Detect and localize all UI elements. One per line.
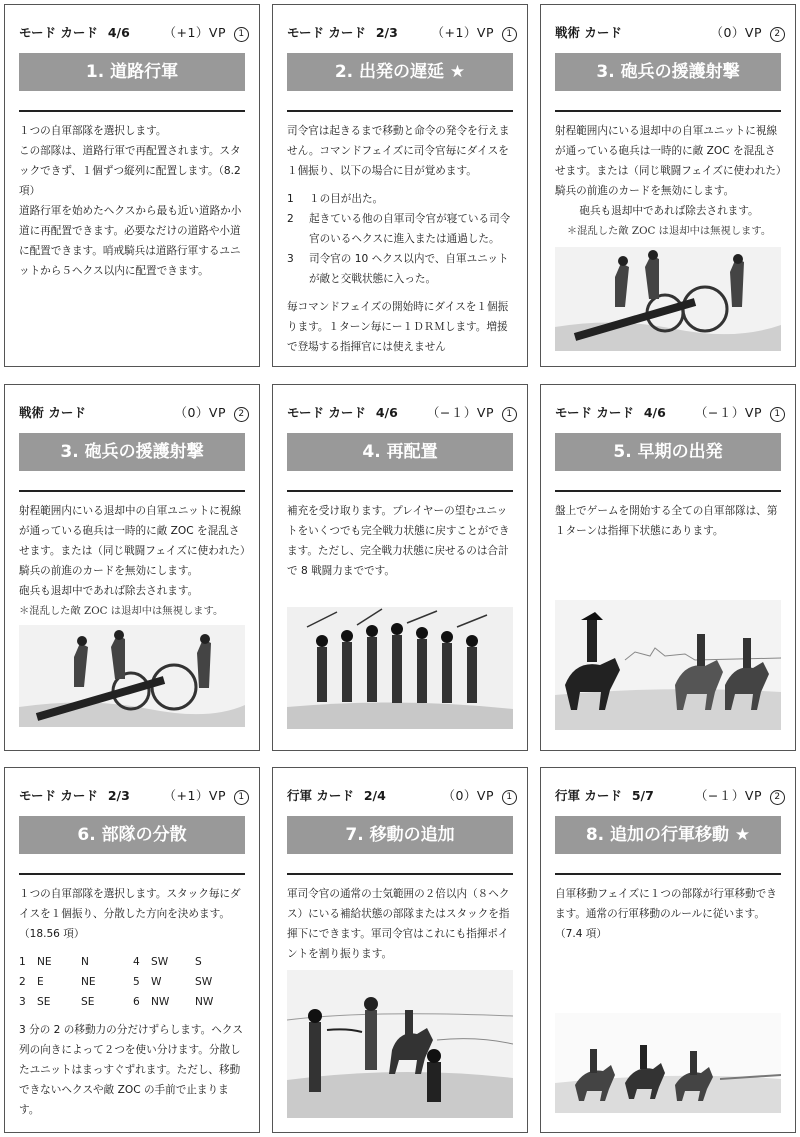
vp-value: （+1）VP bbox=[163, 788, 226, 803]
body-text: １つの自軍部隊を選択します。 bbox=[19, 125, 167, 137]
direction-table-rows: 1 NE N 4 SW S 2 E NE 5 W SW 3 SE SE 6 NW NW bbox=[19, 956, 214, 1008]
cavalry-officers-illustration bbox=[555, 600, 781, 730]
divider bbox=[555, 873, 781, 875]
divider bbox=[19, 110, 245, 112]
infantry-march-illustration bbox=[287, 607, 513, 729]
card-count: 5/7 bbox=[631, 788, 654, 803]
circled-number: 1 bbox=[502, 790, 517, 805]
circled-number: 1 bbox=[234, 27, 249, 42]
circled-number: 1 bbox=[502, 407, 517, 422]
card-type: 行軍 カード bbox=[287, 788, 354, 803]
circled-number: 1 bbox=[502, 27, 517, 42]
card-count: 4/6 bbox=[375, 405, 398, 420]
card-header bbox=[19, 786, 249, 808]
card-header bbox=[19, 23, 249, 45]
card-title: 7. 移動の追加 bbox=[287, 816, 513, 854]
body-text: 司令官は起きるまで移動と命令の発令を行えません。コマンドフェイズに司令官毎にダイスを１個振り、以下の場合に目が覚めます。 bbox=[287, 125, 510, 177]
circled-number: 1 bbox=[770, 407, 785, 422]
card-title: 1. 道路行軍 bbox=[19, 53, 245, 91]
card-road-march bbox=[4, 4, 260, 367]
card-type: 戦術 カード bbox=[19, 405, 86, 420]
card-header bbox=[287, 786, 517, 808]
body-text: 自軍移動フェイズに１つの部隊が行軍移動できます。通常の行軍移動のルールに従います。（7.4 項） bbox=[555, 888, 777, 940]
artillery-illustration bbox=[19, 625, 245, 727]
card-body bbox=[555, 501, 783, 541]
card-title: 5. 早期の出発 bbox=[555, 433, 781, 471]
officers-field-illustration bbox=[287, 970, 513, 1118]
card-body bbox=[555, 121, 783, 241]
body-text: 砲兵も退却中であれば除去されます。 bbox=[579, 205, 759, 217]
body-text: 盤上でゲームを開始する全ての自軍部隊は、第１ターンは指揮下状態にあります。 bbox=[555, 505, 778, 537]
card-body bbox=[19, 121, 247, 281]
body-text: 毎コマンドフェイズの開始時にダイスを１個振ります。１ターン毎にー１ＤＲＭします。増援で登場する指揮官には使えません bbox=[287, 301, 509, 353]
vp-value: （0）VP bbox=[174, 405, 226, 420]
card-extra-march bbox=[540, 767, 796, 1133]
card-title: 3. 砲兵の援護射撃 bbox=[19, 433, 245, 471]
body-text: 砲兵も退却中であれば除去されます。 bbox=[19, 585, 199, 597]
list-item: 1 １の目が出た。 bbox=[287, 193, 384, 205]
card-body bbox=[287, 884, 515, 964]
card-title: 6. 部隊の分散 bbox=[19, 816, 245, 854]
divider bbox=[287, 873, 513, 875]
card-header bbox=[555, 786, 785, 808]
card-count: 2/3 bbox=[107, 788, 130, 803]
card-header bbox=[19, 403, 249, 425]
card-type: モード カード bbox=[287, 405, 366, 420]
card-type: モード カード bbox=[287, 25, 366, 40]
footnote: ＊混乱した敵 ZOC は退却中は無視します。 bbox=[566, 225, 772, 237]
vp-value: （+1）VP bbox=[163, 25, 226, 40]
divider bbox=[19, 873, 245, 875]
body-text: 補充を受け取ります。プレイヤーの望むユニットをいくつでも完全戦力状態に戻すことができます。ただし、完全戦力状態に戻せるのは合計で 8 戦闘力までです。 bbox=[287, 505, 510, 577]
vp-value: （−１）VP bbox=[694, 788, 762, 803]
footnote: ＊混乱した敵 ZOC は退却中は無視します。 bbox=[19, 605, 224, 617]
card-type: 戦術 カード bbox=[555, 25, 622, 40]
card-count: 4/6 bbox=[107, 25, 130, 40]
card-body bbox=[287, 501, 515, 581]
card-body bbox=[555, 884, 783, 944]
list-item: 3 司令官の 10 ヘクス以内で、自軍ユニットが敵と交戦状態に入った。 bbox=[287, 253, 509, 285]
vp-value: （0）VP bbox=[442, 788, 494, 803]
card-additional-movement bbox=[272, 767, 528, 1133]
body-text: この部隊は、道路行軍で再配置されます。スタックできず、１個ずつ縦列に配置します。（8.2 項） bbox=[19, 145, 241, 197]
card-delayed-departure bbox=[272, 4, 528, 367]
card-unit-dispersal bbox=[4, 767, 260, 1133]
circled-number: 2 bbox=[770, 790, 785, 805]
body-text: 射程範囲内にいる退却中の自軍ユニットに視線が通っている砲兵は一時的に敵 ZOC を混乱させます。または（同じ戦闘フェイズに使われた）騎兵の前進のカードを無効にします。 bbox=[19, 505, 246, 577]
body-text: 3 分の 2 の移動力の分だけずらします。ヘクス列の向きによって２つを使い分けます。分散したユニットはまっすぐずれます。ただし、移動できないヘクスや敵 ZOC の手前で止まります。 bbox=[19, 1024, 243, 1116]
body-text: 軍司令官の通常の士気範囲の２倍以内（８ヘクス）にいる補給状態の部隊またはスタックを指揮下にできます。軍司令官はこれにも指揮ポイントを割り振ります。 bbox=[287, 888, 510, 960]
circled-number: 2 bbox=[770, 27, 785, 42]
card-header bbox=[287, 403, 517, 425]
card-title: 4. 再配置 bbox=[287, 433, 513, 471]
horsemen-illustration bbox=[555, 1013, 781, 1113]
card-count: 4/6 bbox=[643, 405, 666, 420]
card-count: 2/3 bbox=[375, 25, 398, 40]
card-early-departure bbox=[540, 384, 796, 751]
card-header bbox=[555, 403, 785, 425]
card-header bbox=[287, 23, 517, 45]
card-body bbox=[19, 884, 247, 1120]
body-text: １つの自軍部隊を選択します。スタック毎にダイスを１個振り、分散した方向を決めます。（18.56 項） bbox=[19, 888, 241, 940]
card-artillery-support bbox=[540, 4, 796, 367]
divider bbox=[287, 110, 513, 112]
vp-value: （+1）VP bbox=[431, 25, 494, 40]
divider bbox=[555, 110, 781, 112]
list-item: 2 起きている他の自軍司令官が寝ている司令官のいるヘクスに進入または通過した。 bbox=[287, 213, 511, 245]
card-type: モード カード bbox=[19, 25, 98, 40]
card-title: 8. 追加の行軍移動 ★ bbox=[555, 816, 781, 854]
card-artillery-support-2 bbox=[4, 384, 260, 751]
vp-value: （−１）VP bbox=[694, 405, 762, 420]
artillery-illustration bbox=[555, 247, 781, 351]
card-header bbox=[555, 23, 785, 45]
divider bbox=[555, 490, 781, 492]
card-redeploy bbox=[272, 384, 528, 751]
divider bbox=[287, 490, 513, 492]
condition-list bbox=[287, 189, 515, 289]
card-title: 2. 出発の遅延 ★ bbox=[287, 53, 513, 91]
card-body bbox=[287, 121, 515, 357]
vp-value: （−１）VP bbox=[426, 405, 494, 420]
card-type: モード カード bbox=[19, 788, 98, 803]
body-text: 道路行軍を始めたヘクスから最も近い道路か小道に再配置できます。必要なだけの道路や小道に配置できます。哨戒騎兵は道路行軍するユニットから５ヘクス以内に配置できます。 bbox=[19, 205, 242, 277]
vp-value: （0）VP bbox=[710, 25, 762, 40]
divider bbox=[19, 490, 245, 492]
card-type: モード カード bbox=[555, 405, 634, 420]
circled-number: 1 bbox=[234, 790, 249, 805]
circled-number: 2 bbox=[234, 407, 249, 422]
card-body bbox=[19, 501, 247, 621]
card-type: 行軍 カード bbox=[555, 788, 622, 803]
body-text: 射程範囲内にいる退却中の自軍ユニットに視線が通っている砲兵は一時的に敵 ZOC を混乱させます。または（同じ戦闘フェイズに使われた）騎兵の前進のカードを無効にします。 bbox=[555, 125, 782, 197]
card-title: 3. 砲兵の援護射撃 bbox=[555, 53, 781, 91]
card-count: 2/4 bbox=[363, 788, 386, 803]
